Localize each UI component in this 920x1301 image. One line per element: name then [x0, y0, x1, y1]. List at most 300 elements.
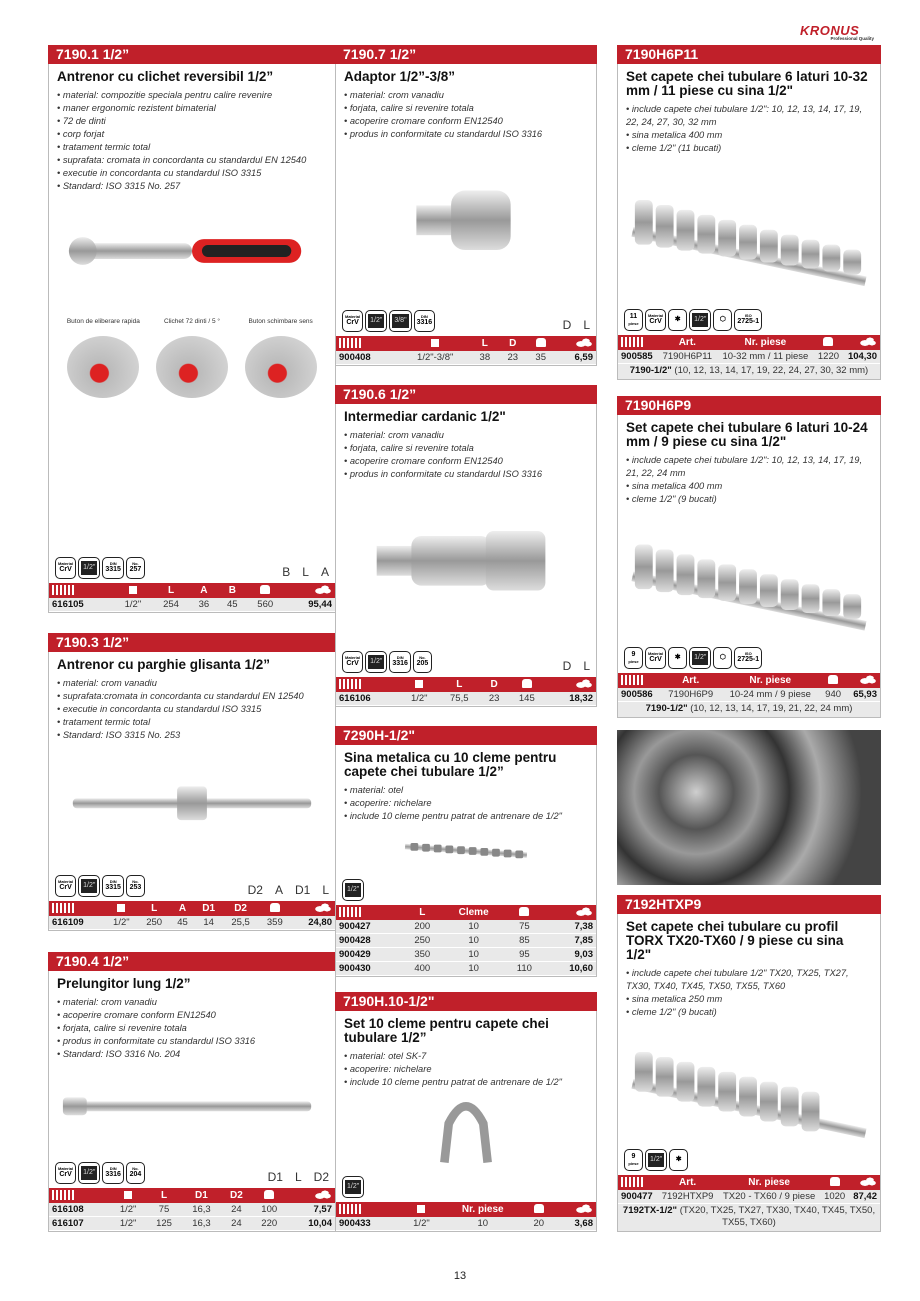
column-header [110, 1188, 146, 1203]
feature-item: • corp forjat [57, 129, 105, 139]
column-header [284, 583, 335, 598]
product-code: 7290H-1/2" [335, 726, 597, 745]
badge-value: CrV [346, 660, 359, 667]
column-header [843, 335, 880, 350]
table-cell: 359 [259, 916, 291, 930]
product-illustration [336, 823, 596, 879]
feature-item: • forjata, calire si revenire totala [344, 103, 474, 113]
table-row [49, 598, 335, 612]
feature-item: • acoperire cromare conform EN12540 [344, 456, 503, 466]
table-cell: 125 [146, 1217, 181, 1231]
column-header [400, 677, 438, 692]
table-row [49, 1203, 335, 1217]
product-table [336, 1202, 596, 1232]
table-cell: 23 [480, 692, 508, 706]
table-row [336, 934, 596, 948]
badge-value: 1/2" [81, 561, 97, 575]
weight-icon [270, 903, 280, 912]
badge-value: 1/2" [81, 1166, 97, 1180]
product-table [336, 905, 596, 977]
feature-item: • produs in conformitate cu standardul ISO 3316 [344, 469, 543, 479]
feature-item: • forjata, calire si revenire totala [57, 1023, 187, 1033]
badge-value: CrV [59, 566, 72, 573]
price-coins-icon [575, 679, 593, 688]
feature-item: • acoperire: nichelare [344, 1064, 432, 1074]
table-row [336, 1217, 596, 1231]
product-illustration [336, 141, 596, 310]
table-cell: 9,03 [543, 948, 596, 962]
table-cell: 18,32 [545, 692, 596, 706]
table-cell: 1/2" [105, 916, 138, 930]
dimension-diagram [268, 1170, 329, 1184]
product-illustration [618, 1019, 880, 1149]
badge-value: 1/2" [345, 1180, 361, 1194]
table-row [618, 688, 880, 702]
badge-caption: DIN [109, 879, 117, 884]
product-body [617, 415, 881, 718]
table-cell: 7190H6P11 [658, 350, 717, 364]
table-cell: 400 [403, 962, 442, 976]
price-coins-icon [314, 903, 332, 912]
table-cell: 10 [442, 934, 506, 948]
badge-caption: DIN [109, 561, 117, 566]
feature-item: • executie in concordanta cu standardul ISO 3315 [57, 168, 262, 178]
column-header [336, 677, 400, 692]
detail-circle [156, 336, 228, 398]
weight-icon [536, 338, 546, 347]
column-header [336, 336, 400, 351]
feature-item: • include capete chei tubulare 1/2": 10, 12, 13, 14, 17, 19, 21, 22, 24 mm [626, 455, 863, 478]
feature-item: • produs in conformitate cu standardul ISO 3316 [57, 1036, 256, 1046]
feature-item: • suprafata: cromata in concordanta cu standardul EN 12540 [57, 155, 307, 165]
badge-value: 205 [416, 660, 429, 667]
product-image [49, 1061, 335, 1162]
diagram-label: B [282, 564, 291, 579]
table-cell: 350 [403, 948, 442, 962]
table-cell: 24 [221, 1217, 251, 1231]
product-image [49, 193, 335, 557]
spec-badge [342, 879, 364, 901]
badge-caption: Material [345, 314, 361, 319]
weight-icon [522, 679, 532, 688]
note-code: 7190-1/2" [645, 703, 688, 714]
column-header [105, 901, 138, 916]
feature-item: • material: otel SK-7 [344, 1051, 427, 1061]
table-cell: 10,04 [287, 1217, 335, 1231]
feature-item: • tratament termic total [57, 142, 151, 152]
spec-badge [342, 651, 363, 673]
detail-item [240, 318, 322, 428]
table-cell: 900430 [336, 962, 403, 976]
page-number: 13 [453, 1270, 467, 1282]
column-header [524, 1202, 553, 1217]
diagram-label: D [562, 658, 572, 673]
product-card [48, 45, 336, 613]
detail-circle [67, 336, 139, 398]
product-code: 7190H6P11 [617, 45, 881, 64]
table-cell: TX20 - TX60 / 9 piese [718, 1190, 821, 1204]
pieces-label: piese [628, 321, 639, 326]
diagram-label: D1 [267, 1169, 283, 1184]
column-header [543, 905, 596, 920]
feature-item: • material: compozitie speciala pentru calire revenire [57, 90, 273, 100]
table-cell: 145 [508, 692, 545, 706]
product-image [618, 506, 880, 647]
product-table [49, 1188, 335, 1232]
column-header: D1 [182, 1188, 222, 1203]
table-row [49, 916, 335, 930]
brand-tagline: Professional Quality [830, 36, 874, 41]
table-cell: 900427 [336, 920, 403, 934]
product-table [618, 673, 880, 703]
column-header [336, 905, 403, 920]
diagram-label: A [320, 564, 329, 579]
table-row [49, 1217, 335, 1231]
photo-sockets-pile [617, 730, 881, 885]
table-cell: 616106 [336, 692, 400, 706]
table-cell: 10 [442, 920, 506, 934]
column-header [252, 1188, 287, 1203]
feature-item: • acoperire: nichelare [344, 798, 432, 808]
badge-value: CrV [346, 319, 359, 326]
feature-item: • sina metalica 400 mm [626, 481, 723, 491]
feature-list [49, 84, 335, 193]
spec-badge [126, 557, 145, 579]
product-image [336, 141, 596, 310]
table-cell: 95,44 [284, 598, 335, 612]
table-row [618, 350, 880, 364]
spec-badge [668, 309, 687, 331]
badge-value: 3315 [105, 566, 121, 573]
detail-label: Buton de eliberare rapida [66, 318, 140, 325]
product-body [617, 914, 881, 1232]
product-body [335, 1011, 597, 1232]
feature-item: • cleme 1/2" (9 bucati) [626, 494, 717, 504]
table-cell: 25,5 [223, 916, 259, 930]
spec-badges [336, 1176, 596, 1202]
feature-item: • acoperire cromare conform EN12540 [344, 116, 503, 126]
product-code: 7190.4 1/2” [48, 952, 336, 971]
spec-badge [689, 309, 711, 331]
table-cell: 10 [442, 948, 506, 962]
dimension-diagram [563, 318, 590, 332]
table-cell: 900428 [336, 934, 403, 948]
kronus-logo [800, 22, 880, 42]
detail-images [59, 318, 325, 428]
spec-badges [618, 309, 880, 335]
feature-item: • sina metalica 400 mm [626, 130, 723, 140]
column-header [114, 583, 153, 598]
pieces-count: 11 [629, 313, 638, 320]
badge-value: 1/2" [81, 879, 97, 893]
spec-badge [78, 557, 100, 579]
badge-caption: ISO [744, 313, 752, 318]
column-header: L [403, 905, 442, 920]
badge-value: CrV [59, 1171, 72, 1178]
table-row [336, 962, 596, 976]
note-code: 7190-1/2" [629, 365, 672, 376]
feature-item: • maner ergonomic rezistent bimaterial [57, 103, 216, 113]
note-text: (TX20, TX25, TX27, TX30, TX40, TX45, TX50, TX55, TX60) [677, 1205, 876, 1228]
pieces-count: 9 [631, 1153, 636, 1160]
column-header: Art. [658, 335, 717, 350]
product-illustration [336, 481, 596, 651]
badge-value: ✱ [674, 315, 681, 323]
column-header [506, 905, 544, 920]
table-cell: 6,59 [555, 351, 596, 365]
spec-badge [645, 1149, 667, 1171]
detail-label: Clichet 72 dinti / 5 ° [163, 318, 221, 325]
feature-item: • Standard: ISO 3315 No. 253 [57, 730, 181, 740]
diagram-label: D [562, 317, 572, 332]
column-header: Art. [661, 673, 720, 688]
table-cell: 1/2" [110, 1203, 146, 1217]
product-code: 7190.3 1/2” [48, 633, 336, 652]
badge-value: 1/2" [692, 651, 708, 665]
table-cell: 900433 [336, 1217, 402, 1231]
column-header [618, 673, 661, 688]
column-header [247, 583, 284, 598]
product-image [618, 155, 880, 309]
note-code: 7192TX-1/2" [622, 1205, 678, 1216]
column-header [400, 336, 471, 351]
column-header: L [146, 1188, 181, 1203]
column-header: L [138, 901, 170, 916]
feature-item: • material: crom vanadiu [57, 678, 157, 688]
feature-item: • acoperire cromare conform EN12540 [57, 1010, 216, 1020]
pieces-count: 9 [631, 651, 636, 658]
spec-badge [55, 875, 76, 897]
table-row [336, 948, 596, 962]
column-header [821, 673, 846, 688]
pieces-count-badge [624, 309, 643, 331]
barcode-icon [339, 679, 363, 689]
price-coins-icon [859, 1177, 877, 1186]
column-header [402, 1202, 441, 1217]
detail-label: Buton schimbare sens [248, 318, 313, 325]
column-header [555, 336, 596, 351]
table-header [618, 673, 880, 688]
column-header [820, 1175, 848, 1190]
badge-value: 253 [129, 884, 142, 891]
product-illustration [618, 155, 880, 309]
feature-item: • cleme 1/2" (11 bucati) [626, 143, 722, 153]
table-cell: 85 [506, 934, 544, 948]
table-cell: 87,42 [849, 1190, 880, 1204]
feature-item: • forjata, calire si revenire totala [344, 443, 474, 453]
badge-value: 1/2" [368, 314, 384, 328]
badge-value: CrV [59, 884, 72, 891]
feature-item: • material: crom vanadiu [344, 90, 444, 100]
badge-value: 3316 [392, 660, 408, 667]
column-header: L [438, 677, 480, 692]
product-body [335, 745, 597, 977]
table-cell: 75,5 [438, 692, 480, 706]
column-header [49, 901, 105, 916]
table-cell: 900429 [336, 948, 403, 962]
table-cell: 23 [499, 351, 527, 365]
diagram-label: L [302, 564, 309, 579]
spec-badge [689, 647, 711, 669]
diagram-label: L [294, 1169, 302, 1184]
price-coins-icon [314, 1190, 332, 1199]
column-header [287, 1188, 335, 1203]
badge-caption: ISO [744, 651, 752, 656]
contents-note [618, 364, 880, 379]
feature-item: • cleme 1/2" (9 bucati) [626, 1007, 717, 1017]
detail-circle [245, 336, 317, 398]
spec-badge [734, 647, 762, 669]
table-cell: 900586 [618, 688, 661, 702]
badge-caption: No. [132, 561, 139, 566]
product-body [48, 64, 336, 613]
product-body [335, 64, 597, 366]
column-header: D [499, 336, 527, 351]
price-coins-icon [575, 907, 593, 916]
table-header [49, 1188, 335, 1203]
product-code: 7190H.10-1/2" [335, 992, 597, 1011]
column-header [259, 901, 291, 916]
spec-badge [645, 647, 666, 669]
product-code: 7190.1 1/2” [48, 45, 336, 64]
table-row [618, 1190, 880, 1204]
table-cell: 100 [252, 1203, 287, 1217]
table-cell: 7192HTXP9 [657, 1190, 717, 1204]
square-drive-icon [417, 1205, 425, 1213]
product-code: 7190H6P9 [617, 396, 881, 415]
pieces-label: piese [628, 1161, 639, 1166]
spec-badge [102, 1162, 124, 1184]
diagram-label: D1 [294, 882, 311, 897]
badge-value: ⬡ [719, 315, 726, 323]
column-header [527, 336, 555, 351]
diagram-label: L [583, 658, 590, 673]
badge-value: 1/2" [648, 1153, 664, 1167]
product-body [617, 64, 881, 380]
product-image [336, 823, 596, 879]
table-cell: 75 [146, 1203, 181, 1217]
product-body [48, 652, 336, 931]
product-card [48, 633, 336, 931]
feature-item: • include capete chei tubulare 1/2": 10, 12, 13, 14, 17, 19, 22, 24, 27, 30, 32 mm [626, 104, 863, 127]
table-cell: 7,38 [543, 920, 596, 934]
diagram-label: A [274, 882, 283, 897]
column-header: Nr. piese [441, 1202, 524, 1217]
table-header [336, 1202, 596, 1217]
table-cell: 1/2" [110, 1217, 146, 1231]
spec-badges [49, 1162, 335, 1188]
table-cell: 7,85 [543, 934, 596, 948]
product-illustration [336, 1089, 596, 1176]
product-card [335, 992, 597, 1232]
column-header: B [218, 583, 246, 598]
badge-value: 204 [129, 1171, 142, 1178]
spec-badges [618, 1149, 880, 1175]
spec-badge [365, 651, 387, 673]
table-cell: 20 [524, 1217, 553, 1231]
barcode-icon [339, 338, 363, 348]
feature-item: • include 10 cleme pentru patrat de antrenare de 1/2" [344, 1077, 562, 1087]
column-header: L [471, 336, 499, 351]
spec-badge [126, 875, 145, 897]
dimension-diagram [282, 565, 329, 579]
product-table [49, 583, 335, 613]
column-header: A [170, 901, 194, 916]
table-cell: 220 [252, 1217, 287, 1231]
badge-value: ✱ [674, 653, 681, 661]
table-header [618, 1175, 880, 1190]
column-header [618, 1175, 657, 1190]
product-image [336, 1089, 596, 1176]
feature-item: • suprafata:cromata in concordanta cu standardul EN 12540 [57, 691, 304, 701]
table-row [336, 692, 596, 706]
column-header: A [190, 583, 218, 598]
price-coins-icon [575, 1204, 593, 1213]
badge-value: 3316 [416, 319, 433, 326]
diagram-label: D2 [313, 1169, 329, 1184]
badge-caption: Material [345, 655, 361, 660]
square-drive-icon [415, 680, 423, 688]
feature-list [618, 449, 880, 506]
main-illustration [49, 193, 335, 313]
product-table [618, 335, 880, 365]
table-cell: 616109 [49, 916, 105, 930]
spec-badges [49, 875, 335, 901]
badge-value: 1/2" [368, 655, 384, 669]
table-cell: 1020 [820, 1190, 848, 1204]
spec-badge [78, 875, 100, 897]
table-cell: 104,30 [843, 350, 880, 364]
feature-item: • executie in concordanta cu standardul ISO 3315 [57, 704, 262, 714]
table-cell: 1/2" [402, 1217, 441, 1231]
feature-list [336, 84, 596, 141]
product-card [335, 385, 597, 707]
product-illustration [618, 506, 880, 647]
spec-badges [336, 879, 596, 905]
pieces-count-badge [624, 1149, 643, 1171]
product-card [617, 45, 881, 380]
product-table [336, 336, 596, 366]
spec-badge [734, 309, 762, 331]
spec-badge [342, 1176, 364, 1198]
price-coins-icon [859, 337, 877, 346]
weight-icon [264, 1190, 274, 1199]
column-header [49, 1188, 110, 1203]
product-code: 7190.7 1/2” [335, 45, 597, 64]
table-header [49, 583, 335, 598]
product-image [49, 742, 335, 875]
badge-caption: Material [58, 879, 74, 884]
badge-caption: Material [58, 561, 74, 566]
table-cell: 45 [170, 916, 194, 930]
spec-badges [336, 310, 596, 336]
dimension-diagram [563, 659, 590, 673]
table-cell: 940 [821, 688, 846, 702]
badge-caption: DIN [109, 1166, 117, 1171]
column-header: Cleme [442, 905, 506, 920]
badge-value: 1/2" [692, 313, 708, 327]
feature-list [336, 424, 596, 481]
table-cell: 10-24 mm / 9 piese [720, 688, 821, 702]
spec-badge [389, 651, 411, 673]
column-header [291, 901, 335, 916]
spec-badge [389, 310, 411, 332]
note-text: (10, 12, 13, 14, 17, 19, 21, 22, 24 mm) [687, 703, 853, 714]
column-header: Nr. piese [717, 335, 814, 350]
table-cell: 10,60 [543, 962, 596, 976]
table-cell: 616108 [49, 1203, 110, 1217]
detail-item [62, 318, 144, 428]
